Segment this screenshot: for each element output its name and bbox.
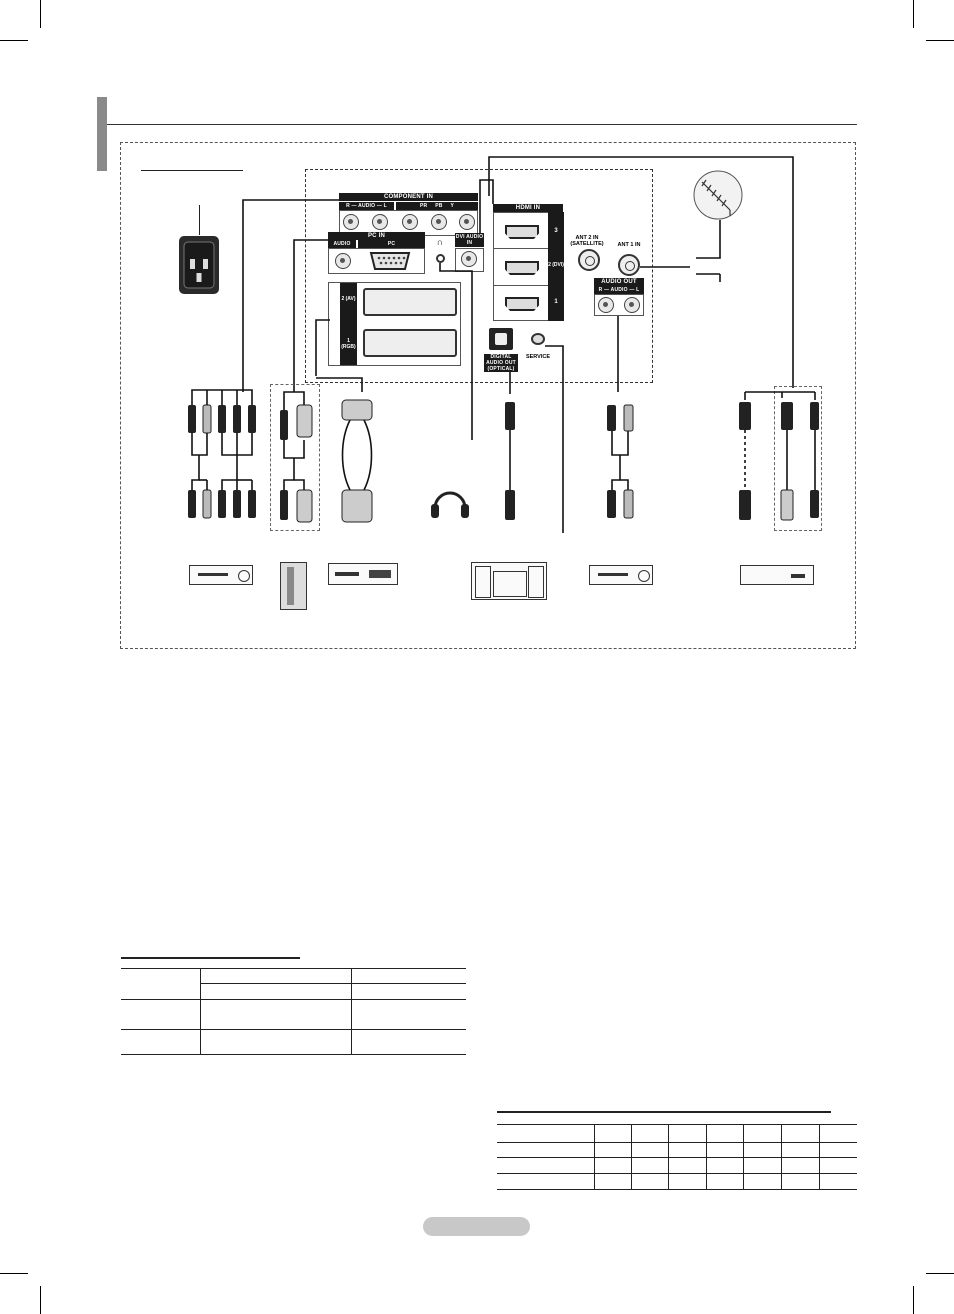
table-2-rule [497, 1142, 857, 1143]
hdmi-2-label: 2 (DVI) [548, 262, 564, 268]
table-1-header [121, 968, 466, 1000]
headphones-icon [430, 480, 470, 520]
crop-mark [40, 1286, 41, 1314]
headphone-symbol: ∩ [436, 237, 444, 247]
component-in-header: COMPONENT IN [339, 193, 478, 201]
table-1-rule [121, 968, 466, 969]
table-2-col-rule [819, 1124, 820, 1189]
table-1-col-rule [351, 968, 352, 1054]
table-1-rule [121, 1029, 466, 1030]
audio-out-header: AUDIO OUT [594, 278, 644, 286]
table-2-title-rule [497, 1111, 831, 1113]
table-1-rule [200, 983, 466, 984]
pc-in-header: PC IN [328, 232, 425, 240]
table-2-col-rule [781, 1124, 782, 1189]
table-2-rule [497, 1157, 857, 1158]
service-label: SERVICE [525, 354, 551, 360]
dvi-audio-in-header: DVI AUDIO IN [455, 234, 484, 246]
audio-system [471, 562, 547, 600]
pc-audio-label: AUDIO [328, 240, 356, 248]
pc-video-label: PC [358, 240, 425, 248]
ant2-in-label: ANT 2 IN (SATELLITE) [570, 235, 604, 247]
audio-out-sub: R — AUDIO — L [594, 286, 644, 294]
table-2-col-rule [631, 1124, 632, 1189]
pc-tower [280, 562, 307, 610]
table-1-rule [121, 1054, 466, 1055]
table-2-col-rule [743, 1124, 744, 1189]
vcr-device [328, 563, 398, 585]
table-2-rule [497, 1173, 857, 1174]
crop-mark [913, 1286, 914, 1314]
cable-illustrations [0, 0, 954, 560]
component-video-label: PR PB Y [396, 202, 478, 210]
table-2-rule [497, 1124, 857, 1125]
table-2-col-rule [594, 1124, 595, 1189]
table-1-title-rule [121, 957, 300, 959]
scart-1-label: 1 (RGB) [341, 338, 356, 350]
page-number-pill [423, 1217, 530, 1236]
dvd-player-audio [589, 565, 653, 585]
table-2-rule [497, 1189, 857, 1190]
digital-audio-out-label: DIGITAL AUDIO OUT (OPTICAL) [484, 354, 518, 372]
hdmi-1-label: 1 [554, 299, 558, 305]
hdmi-in-header: HDMI IN [493, 204, 563, 212]
table-1-col-rule [200, 968, 201, 1054]
table-2-col-rule [706, 1124, 707, 1189]
crop-mark [926, 1273, 954, 1274]
ant1-in-label: ANT 1 IN [617, 242, 641, 248]
table-2-col-rule [668, 1124, 669, 1189]
scart-2-label: 2 (AV) [341, 296, 356, 302]
table-1-rule [121, 999, 466, 1000]
component-audio-label: R — AUDIO — L [339, 202, 394, 210]
crop-mark [0, 1273, 28, 1274]
hdmi-3-label: 3 [554, 228, 558, 234]
dvd-player-component [189, 565, 253, 585]
set-top-box [740, 565, 814, 585]
